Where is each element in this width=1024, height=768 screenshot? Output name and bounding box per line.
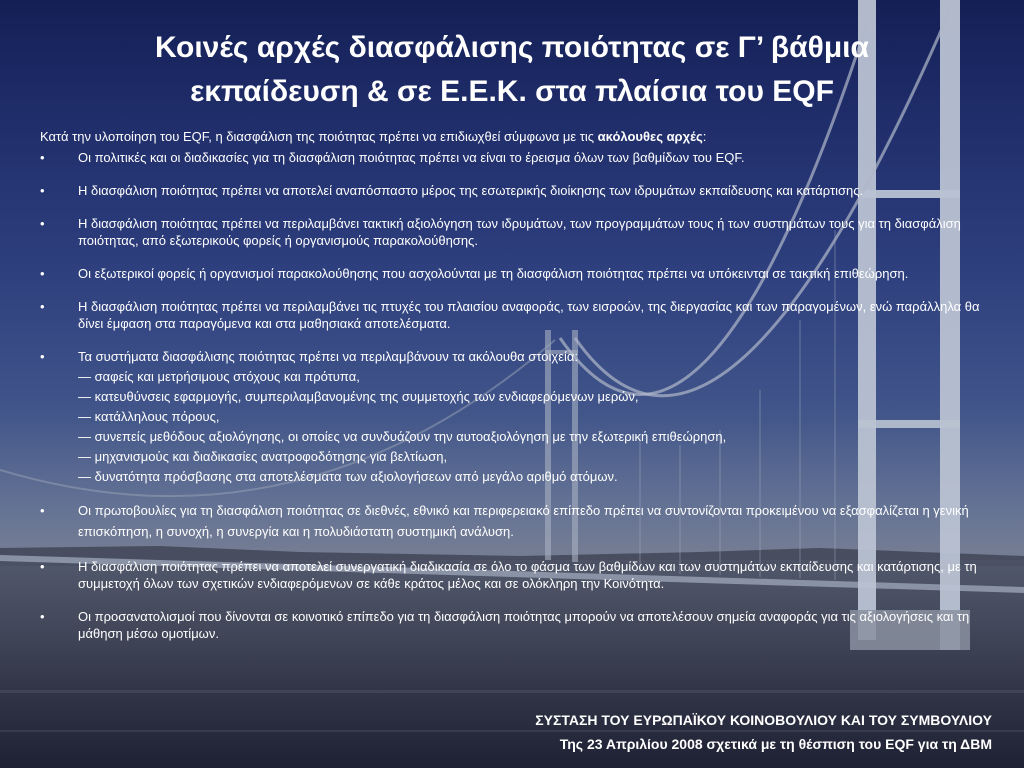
list-item: [40, 265, 1000, 282]
systems-sublist: [78, 367, 1000, 487]
bullet-icon: •: [40, 609, 45, 624]
footer-line-1: ΣΥΣΤΑΣΗ ΤΟΥ ΕΥΡΩΠΑΪΚΟΥ ΚΟΙΝΟΒΟΥΛΙΟΥ ΚΑΙ ΤΟΥ ΣΥΜΒΟΥΛΙΟΥ: [535, 712, 992, 728]
list-item: [40, 215, 1000, 249]
intro-text: Κατά την υλοποίηση του EQF, η διασφάλιση της ποιότητας πρέπει να επιδιωχθεί σύμφωνα με τις: [40, 129, 598, 144]
list-item: [40, 149, 1000, 166]
title-line-1: Κοινές αρχές διασφάλισης ποιότητας σε Γ’ βάθμια: [155, 31, 869, 64]
principles-list: [40, 149, 1000, 642]
bullet-icon: •: [40, 216, 45, 231]
bullet-icon: •: [40, 349, 45, 364]
list-item-systems: [40, 348, 1000, 487]
bullet-icon: •: [40, 183, 45, 198]
bullet-icon: •: [40, 150, 45, 165]
list-item-text: Οι προσανατολισμοί που δίνονται σε κοινοτικό επίπεδο για τη διασφάλιση ποιότητας μπορούν να αποτελέσουν σημεία αναφοράς για τις αξιολογήσεις και τη μάθηση μέσω ομοτίμων.: [78, 609, 970, 641]
list-item-text: Η διασφάλιση ποιότητας πρέπει να περιλαμβάνει τακτική αξιολόγηση των ιδρυμάτων, των προγραμμάτων τους ή των συστημάτων τους για τη διασφάλιση ποιότητας, από εξωτερικούς φορείς ή οργανισμούς παρακολούθησης.: [78, 216, 961, 248]
list-item: [40, 298, 1000, 332]
list-item-text: Οι πρωτοβουλίες για τη διασφάλιση ποιότητας σε διεθνές, εθνικό και περιφερειακό επίπεδο πρέπει να συντονίζονται προκειμένου να εξασφαλίζεται η γενική επισκόπηση, η συνοχή, η συνεργία και η πολυδιάστατη συστημική ανάλυση.: [78, 503, 969, 539]
sublist-item: — κατάλληλους πόρους,: [78, 409, 220, 424]
sublist-item: — συνεπείς μεθόδους αξιολόγησης, οι οποίες να συνδυάζουν την αυτοαξιολόγηση με την εξωτερική επιθεώρηση,: [78, 429, 727, 444]
list-item-text: Η διασφάλιση ποιότητας πρέπει να αποτελεί αναπόσπαστο μέρος της εσωτερικής διοίκησης των ιδρυμάτων εκπαίδευσης και κατάρτισης.: [78, 183, 864, 198]
list-item: [40, 558, 1000, 592]
bullet-icon: •: [40, 266, 45, 281]
intro-bold: ακόλουθες αρχές: [597, 129, 703, 144]
list-item-text: Οι πολιτικές και οι διαδικασίες για τη διασφάλιση ποιότητας πρέπει να είναι το έρεισμα όλων των βαθμίδων του EQF.: [78, 150, 745, 165]
title-line-2: εκπαίδευση & σε Ε.Ε.Κ. στα πλαίσια του EQF: [190, 75, 834, 108]
slide-body: [40, 128, 1000, 658]
list-item-text: Οι εξωτερικοί φορείς ή οργανισμοί παρακολούθησης που ασχολούνται με τη διασφάλιση ποιότητας πρέπει να υπόκεινται σε τακτική επιθεώρηση.: [78, 266, 909, 281]
sublist-item: — δυνατότητα πρόσβασης στα αποτελέσματα των αξιολογήσεων από μεγάλο αριθμό ατόμων.: [78, 469, 618, 484]
intro-end: :: [702, 129, 707, 144]
bullet-icon: •: [40, 503, 45, 518]
sublist-item: — κατευθύνσεις εφαρμογής, συμπεριλαμβανομένης της συμμετοχής των ενδιαφερόμενων μερών,: [78, 389, 639, 404]
sublist-item: — μηχανισμούς και διαδικασίες ανατροφοδότησης για βελτίωση,: [78, 449, 448, 464]
footer-line-2: Της 23 Απριλίου 2008 σχετικά με τη θέσπιση του EQF για τη ΔΒΜ: [559, 736, 992, 752]
bullet-icon: •: [40, 559, 45, 574]
bullet-icon: •: [40, 299, 45, 314]
list-item-text: Τα συστήματα διασφάλισης ποιότητας πρέπει να περιλαμβάνουν τα ακόλουθα στοιχεία:: [78, 349, 579, 364]
list-item: [40, 608, 1000, 642]
list-item-text: Η διασφάλιση ποιότητας πρέπει να αποτελεί συνεργατική διαδικασία σε όλο το φάσμα των βαθμίδων και των συστημάτων εκπαίδευσης και κατάρτισης, με τη συμμετοχή όλων των σχετικών ενδιαφερόμενων σε κάθε κράτος μέλος και σε ολόκληρη την Κοινότητα.: [78, 559, 977, 591]
slide-title: [30, 26, 994, 114]
list-item: [40, 182, 1000, 199]
source-footer: [535, 708, 992, 756]
intro-paragraph: [40, 128, 1000, 145]
list-item-text: Η διασφάλιση ποιότητας πρέπει να περιλαμβάνει τις πτυχές του πλαισίου αναφοράς, των εισροών, της διεργασίας και των παραγομένων, ενώ παράλληλα θα δίνει έμφαση στα παραγόμενα και στα μαθησιακά αποτελέσματα.: [78, 299, 980, 331]
sublist-item: — σαφείς και μετρήσιμους στόχους και πρότυπα,: [78, 369, 360, 384]
list-item: [40, 500, 1000, 542]
